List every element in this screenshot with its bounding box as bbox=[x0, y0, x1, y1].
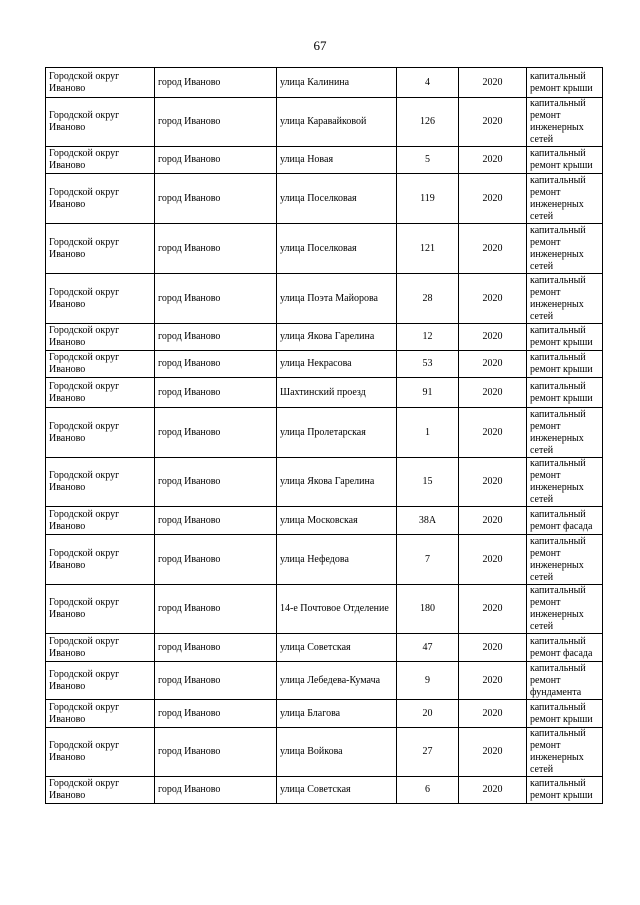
district-cell: Городской округ Иваново bbox=[46, 68, 155, 98]
year-cell: 2020 bbox=[459, 585, 527, 634]
work-type-cell: капитальный ремонт фасада bbox=[527, 634, 603, 662]
street-cell: улица Нефедова bbox=[277, 535, 397, 585]
house-number-cell: 91 bbox=[397, 378, 459, 408]
house-number-cell: 4 bbox=[397, 68, 459, 98]
table-body bbox=[46, 68, 603, 804]
year-cell: 2020 bbox=[459, 408, 527, 458]
district-cell: Городской округ Иваново bbox=[46, 634, 155, 662]
street-cell: улица Советская bbox=[277, 777, 397, 804]
year-cell: 2020 bbox=[459, 147, 527, 174]
street-cell: 14-е Почтовое Отделение bbox=[277, 585, 397, 634]
district-cell: Городской округ Иваново bbox=[46, 700, 155, 728]
city-cell: город Иваново bbox=[155, 274, 277, 324]
year-cell: 2020 bbox=[459, 634, 527, 662]
year-cell: 2020 bbox=[459, 728, 527, 777]
work-type-cell: капитальный ремонт инженерных сетей bbox=[527, 174, 603, 224]
street-cell: Шахтинский проезд bbox=[277, 378, 397, 408]
street-cell: улица Каравайковой bbox=[277, 98, 397, 147]
year-cell: 2020 bbox=[459, 700, 527, 728]
table-row bbox=[46, 324, 603, 351]
city-cell: город Иваново bbox=[155, 700, 277, 728]
house-number-cell: 38А bbox=[397, 507, 459, 535]
year-cell: 2020 bbox=[459, 68, 527, 98]
street-cell: улица Якова Гарелина bbox=[277, 324, 397, 351]
city-cell: город Иваново bbox=[155, 458, 277, 507]
street-cell: улица Московская bbox=[277, 507, 397, 535]
table-row bbox=[46, 378, 603, 408]
house-number-cell: 47 bbox=[397, 634, 459, 662]
year-cell: 2020 bbox=[459, 174, 527, 224]
house-number-cell: 119 bbox=[397, 174, 459, 224]
street-cell: улица Советская bbox=[277, 634, 397, 662]
city-cell: город Иваново bbox=[155, 147, 277, 174]
house-number-cell: 126 bbox=[397, 98, 459, 147]
year-cell: 2020 bbox=[459, 507, 527, 535]
work-type-cell: капитальный ремонт крыши bbox=[527, 777, 603, 804]
city-cell: город Иваново bbox=[155, 408, 277, 458]
table-row bbox=[46, 728, 603, 777]
year-cell: 2020 bbox=[459, 324, 527, 351]
district-cell: Городской округ Иваново bbox=[46, 98, 155, 147]
house-number-cell: 53 bbox=[397, 351, 459, 378]
year-cell: 2020 bbox=[459, 378, 527, 408]
district-cell: Городской округ Иваново bbox=[46, 777, 155, 804]
street-cell: улица Якова Гарелина bbox=[277, 458, 397, 507]
district-cell: Городской округ Иваново bbox=[46, 274, 155, 324]
table-row bbox=[46, 274, 603, 324]
district-cell: Городской округ Иваново bbox=[46, 458, 155, 507]
house-number-cell: 1 bbox=[397, 408, 459, 458]
work-type-cell: капитальный ремонт крыши bbox=[527, 351, 603, 378]
table-row bbox=[46, 700, 603, 728]
year-cell: 2020 bbox=[459, 458, 527, 507]
table-row bbox=[46, 408, 603, 458]
table-row bbox=[46, 68, 603, 98]
work-type-cell: капитальный ремонт инженерных сетей bbox=[527, 585, 603, 634]
work-type-cell: капитальный ремонт крыши bbox=[527, 324, 603, 351]
year-cell: 2020 bbox=[459, 777, 527, 804]
table-row bbox=[46, 98, 603, 147]
table-row bbox=[46, 147, 603, 174]
table-row bbox=[46, 662, 603, 700]
city-cell: город Иваново bbox=[155, 174, 277, 224]
year-cell: 2020 bbox=[459, 535, 527, 585]
work-type-cell: капитальный ремонт крыши bbox=[527, 68, 603, 98]
year-cell: 2020 bbox=[459, 662, 527, 700]
house-number-cell: 12 bbox=[397, 324, 459, 351]
district-cell: Городской округ Иваново bbox=[46, 174, 155, 224]
table-row bbox=[46, 777, 603, 804]
work-type-cell: капитальный ремонт инженерных сетей bbox=[527, 458, 603, 507]
year-cell: 2020 bbox=[459, 351, 527, 378]
house-number-cell: 5 bbox=[397, 147, 459, 174]
district-cell: Городской округ Иваново bbox=[46, 351, 155, 378]
work-type-cell: капитальный ремонт инженерных сетей bbox=[527, 224, 603, 274]
city-cell: город Иваново bbox=[155, 634, 277, 662]
work-type-cell: капитальный ремонт крыши bbox=[527, 700, 603, 728]
district-cell: Городской округ Иваново bbox=[46, 507, 155, 535]
city-cell: город Иваново bbox=[155, 507, 277, 535]
street-cell: улица Поселковая bbox=[277, 174, 397, 224]
city-cell: город Иваново bbox=[155, 351, 277, 378]
city-cell: город Иваново bbox=[155, 662, 277, 700]
street-cell: улица Некрасова bbox=[277, 351, 397, 378]
street-cell: улица Новая bbox=[277, 147, 397, 174]
work-type-cell: капитальный ремонт инженерных сетей bbox=[527, 98, 603, 147]
house-number-cell: 28 bbox=[397, 274, 459, 324]
city-cell: город Иваново bbox=[155, 535, 277, 585]
house-number-cell: 7 bbox=[397, 535, 459, 585]
housing-repair-table bbox=[45, 67, 603, 804]
street-cell: улица Поэта Майорова bbox=[277, 274, 397, 324]
year-cell: 2020 bbox=[459, 274, 527, 324]
house-number-cell: 6 bbox=[397, 777, 459, 804]
city-cell: город Иваново bbox=[155, 378, 277, 408]
work-type-cell: капитальный ремонт крыши bbox=[527, 378, 603, 408]
work-type-cell: капитальный ремонт крыши bbox=[527, 147, 603, 174]
street-cell: улица Войкова bbox=[277, 728, 397, 777]
page-number: 67 bbox=[313, 38, 327, 53]
table-row bbox=[46, 535, 603, 585]
district-cell: Городской округ Иваново bbox=[46, 535, 155, 585]
house-number-cell: 121 bbox=[397, 224, 459, 274]
district-cell: Городской округ Иваново bbox=[46, 408, 155, 458]
table-row bbox=[46, 585, 603, 634]
district-cell: Городской округ Иваново bbox=[46, 324, 155, 351]
district-cell: Городской округ Иваново bbox=[46, 378, 155, 408]
table-row bbox=[46, 351, 603, 378]
city-cell: город Иваново bbox=[155, 68, 277, 98]
city-cell: город Иваново bbox=[155, 324, 277, 351]
table-row bbox=[46, 174, 603, 224]
work-type-cell: капитальный ремонт фасада bbox=[527, 507, 603, 535]
street-cell: улица Лебедева-Кумача bbox=[277, 662, 397, 700]
city-cell: город Иваново bbox=[155, 777, 277, 804]
year-cell: 2020 bbox=[459, 98, 527, 147]
work-type-cell: капитальный ремонт инженерных сетей bbox=[527, 408, 603, 458]
house-number-cell: 27 bbox=[397, 728, 459, 777]
street-cell: улица Калинина bbox=[277, 68, 397, 98]
district-cell: Городской округ Иваново bbox=[46, 147, 155, 174]
year-cell: 2020 bbox=[459, 224, 527, 274]
district-cell: Городской округ Иваново bbox=[46, 224, 155, 274]
table-row bbox=[46, 224, 603, 274]
table-row bbox=[46, 458, 603, 507]
work-type-cell: капитальный ремонт инженерных сетей bbox=[527, 535, 603, 585]
house-number-cell: 15 bbox=[397, 458, 459, 507]
city-cell: город Иваново bbox=[155, 98, 277, 147]
district-cell: Городской округ Иваново bbox=[46, 662, 155, 700]
house-number-cell: 180 bbox=[397, 585, 459, 634]
street-cell: улица Поселковая bbox=[277, 224, 397, 274]
house-number-cell: 9 bbox=[397, 662, 459, 700]
street-cell: улица Пролетарская bbox=[277, 408, 397, 458]
city-cell: город Иваново bbox=[155, 224, 277, 274]
city-cell: город Иваново bbox=[155, 728, 277, 777]
district-cell: Городской округ Иваново bbox=[46, 585, 155, 634]
city-cell: город Иваново bbox=[155, 585, 277, 634]
work-type-cell: капитальный ремонт фундамента bbox=[527, 662, 603, 700]
table-row bbox=[46, 634, 603, 662]
house-number-cell: 20 bbox=[397, 700, 459, 728]
street-cell: улица Благова bbox=[277, 700, 397, 728]
work-type-cell: капитальный ремонт инженерных сетей bbox=[527, 728, 603, 777]
table-row bbox=[46, 507, 603, 535]
work-type-cell: капитальный ремонт инженерных сетей bbox=[527, 274, 603, 324]
district-cell: Городской округ Иваново bbox=[46, 728, 155, 777]
